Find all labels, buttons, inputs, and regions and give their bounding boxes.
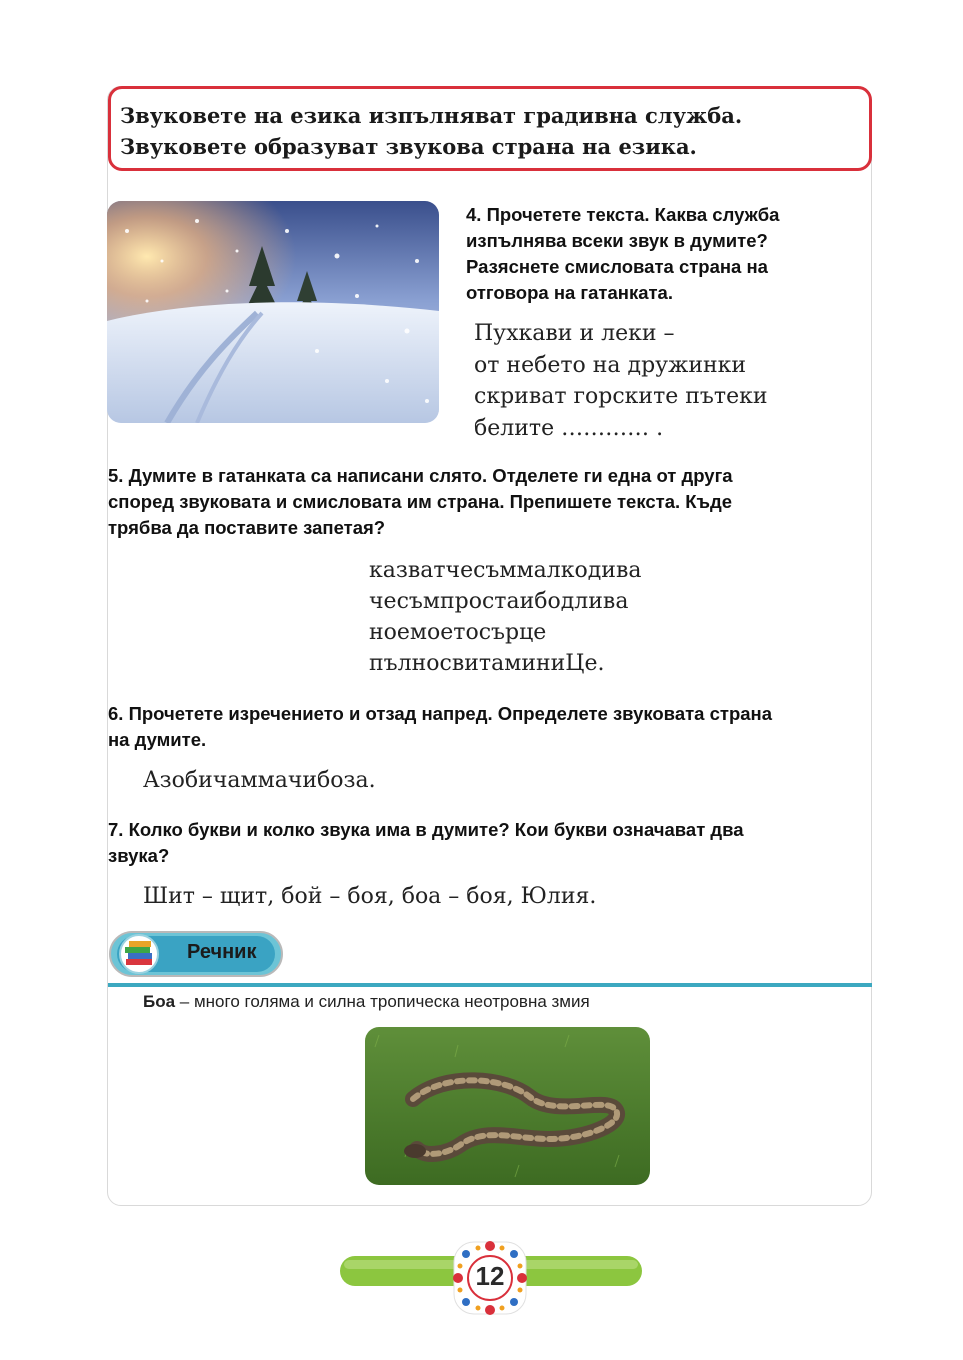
task-4-question (466, 202, 872, 306)
task-6-line: на думите. (108, 729, 207, 750)
task-7-line: звука? (108, 845, 170, 866)
poem-line: белите ………… . (474, 415, 664, 441)
riddle-line: чесъмпростаибодлива (369, 589, 629, 614)
task-7-words: Шит – щит, бой – боя, боа – боя, Юлия. (143, 884, 597, 909)
poem-line: скриват горските пътеки (474, 384, 768, 409)
dictionary-definition: – много голяма и силна тропическа неотровна змия (175, 992, 590, 1011)
task-5-line: 5. Думите в гатанката са написани слято. Отделете ги една от друга (108, 465, 733, 486)
task-5-line: според звуковата и смисловата им страна. Препишете текста. Къде (108, 491, 733, 512)
rule-line-2: Звуковете образуват звукова страна на езика. (120, 134, 697, 159)
winter-snow-image (107, 201, 439, 423)
books-icon (123, 939, 155, 969)
task-4-line: отговора на гатанката. (466, 282, 673, 303)
task-7-question (108, 817, 872, 869)
task-6-question (108, 701, 872, 753)
poem-line: от небето на дружинки (474, 352, 747, 378)
poem (474, 318, 768, 444)
poem-line: Пухкави и леки – (474, 321, 675, 346)
task-7-line: 7. Колко букви и колко звука има в думите? Кои букви означават два (108, 819, 744, 840)
dictionary-label: Речник (187, 941, 257, 963)
dictionary-divider (108, 983, 872, 987)
rule-box (108, 86, 872, 171)
task-6-line: 6. Прочетете изречението и отзад напред. Определете звуковата страна (108, 703, 772, 724)
page-number: 12 (475, 1261, 505, 1291)
dictionary-badge (109, 930, 283, 978)
task-4-line: изпълнява всеки звук в думите? (466, 230, 768, 251)
dictionary-term: Боа (143, 992, 176, 1011)
task-6-sentence: Азобичаммачибоза. (143, 768, 376, 793)
riddle-line: пълносвитаминиЦе. (369, 651, 605, 676)
riddle-line: казватчесъммалкодива (369, 558, 642, 583)
dictionary-entry (143, 992, 590, 1012)
task-5-line: трябва да поставите запетая? (108, 517, 386, 538)
rule-line-1: Звуковете на езика изпълняват градивна служба. (120, 103, 743, 128)
riddle-text (369, 555, 641, 679)
task-5-question (108, 463, 872, 541)
task-4-line: Разяснете смисловата страна на (466, 256, 768, 277)
boa-snake-image (365, 1027, 650, 1185)
riddle-line: ноемоетосърце (369, 620, 547, 645)
task-4-line: 4. Прочетете текста. Каква служба (466, 204, 780, 225)
